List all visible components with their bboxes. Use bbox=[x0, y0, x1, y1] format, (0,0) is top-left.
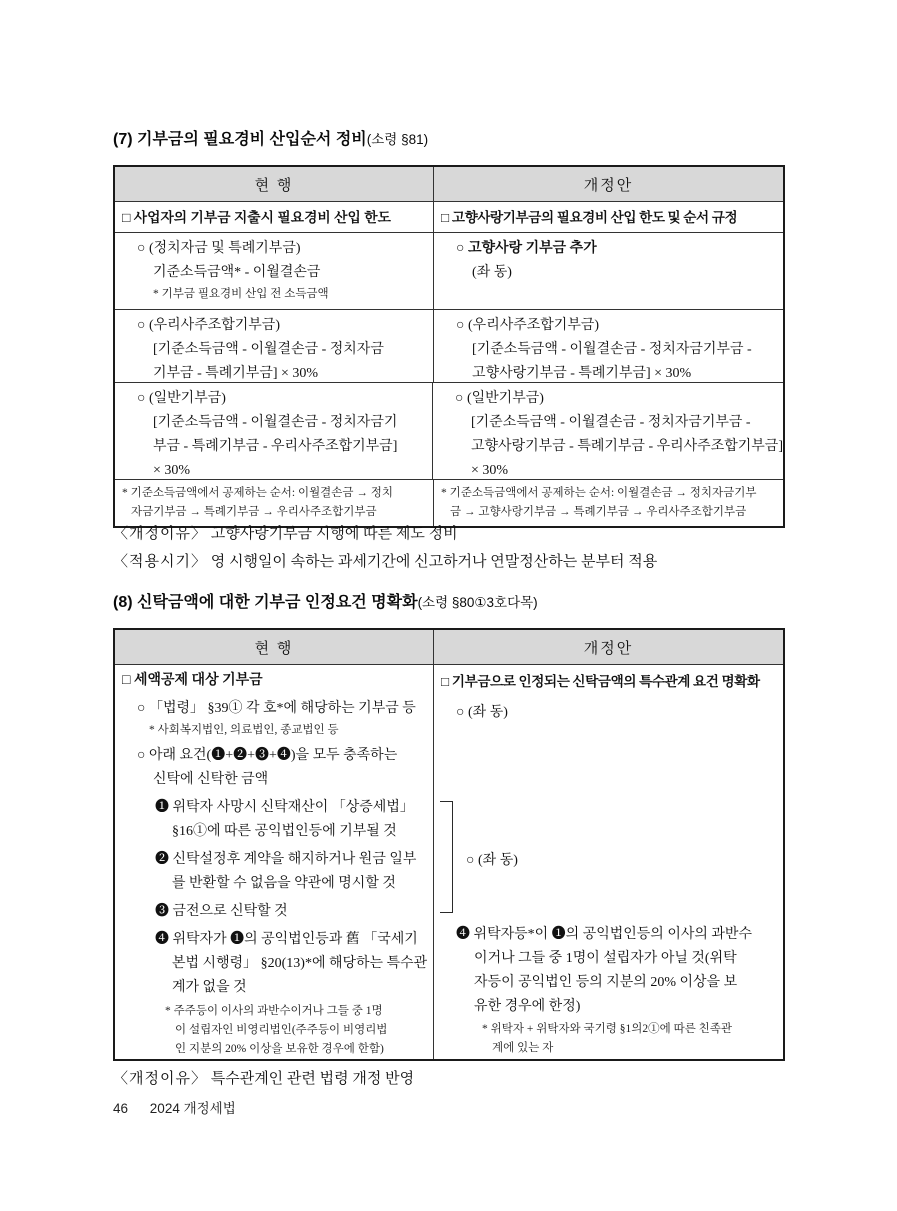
table7-row4 bbox=[115, 382, 783, 479]
table-footnote-line: * 주주등이 이사의 과반수이거나 그들 중 1명 bbox=[165, 1005, 383, 1017]
table-line: 고향사랑기부금 - 특례기부금 - 우리사주조합기부금] bbox=[471, 439, 783, 454]
table-line: 기부금 - 특례기부금] × 30% bbox=[153, 366, 319, 381]
table-line: [기준소득금액 - 이월결손금 - 정치자금기 bbox=[153, 415, 398, 430]
section7-title-text: 기부금의 필요경비 산입순서 정비 bbox=[137, 131, 367, 148]
table-line: 를 반환할 수 없음을 약관에 명시할 것 bbox=[172, 876, 396, 891]
table7-row5-revised bbox=[434, 480, 783, 526]
table-line: 본법 시행령」 §20(13)*에 해당하는 특수관 bbox=[172, 956, 428, 971]
table-footnote-line: * 기준소득금액에서 공제하는 순서: 이월결손금 → 정치 bbox=[122, 487, 393, 499]
table-footnote-line: * 위탁자 + 위탁자와 국기령 §1의2①에 따른 친족관 bbox=[482, 1023, 733, 1035]
table-line: ❸ 금전으로 신탁할 것 bbox=[155, 904, 288, 919]
table7-header-row bbox=[115, 167, 783, 201]
table7-header-current: 현 행 bbox=[115, 167, 434, 201]
table-line: 기준소득금액* - 이월결손금 bbox=[153, 265, 321, 280]
table7-header-revised: 개정안 bbox=[583, 177, 634, 194]
table-line: ○ 「법령」 §39① 각 호*에 해당하는 기부금 등 bbox=[137, 701, 416, 716]
section8-number: (8) bbox=[113, 594, 133, 611]
table-footnote-line: * 기부금 필요경비 산입 전 소득금액 bbox=[153, 288, 329, 300]
table7-row1-revised bbox=[434, 202, 783, 232]
apply-text: 영 시행일이 속하는 과세기간에 신고하거나 연말정산하는 분부터 적용 bbox=[210, 554, 658, 570]
table-line: ○ (우리사주조합기부금) bbox=[137, 318, 280, 333]
table7-row2-current bbox=[115, 233, 434, 309]
table-line: ○ (좌 동) bbox=[466, 853, 518, 868]
table8-header-revised: 개정안 bbox=[583, 640, 634, 657]
apply-label: 〈적용시기〉 bbox=[113, 554, 207, 570]
table-line: 유한 경우에 한정) bbox=[474, 999, 581, 1014]
section8-title bbox=[113, 589, 538, 612]
table-footnote-line: 계에 있는 자 bbox=[492, 1042, 554, 1054]
page-footer bbox=[113, 1097, 236, 1117]
table-line: 계가 없을 것 bbox=[172, 980, 247, 995]
table-line: 자등이 공익법인 등의 지분의 20% 이상을 보 bbox=[474, 975, 738, 990]
comparison-table-8 bbox=[113, 628, 785, 1061]
table-line: × 30% bbox=[153, 463, 191, 478]
table-footnote-line: * 기준소득금액에서 공제하는 순서: 이월결손금 → 정치자금기부 bbox=[441, 487, 757, 499]
table-line: ❹ 위탁자등*이 ❶의 공익법인등의 이사의 과반수 bbox=[456, 927, 752, 942]
table-line: ○ (좌 동) bbox=[456, 705, 508, 720]
table8-header-current: 현 행 bbox=[115, 630, 434, 664]
table7-row3 bbox=[115, 309, 783, 382]
section7-law-ref: (소령 §81) bbox=[366, 132, 429, 147]
table-line: ❹ 위탁자가 ❶의 공익법인등과 舊 「국세기 bbox=[155, 932, 418, 947]
section8-law-ref: (소령 §80①3호다목) bbox=[417, 595, 538, 610]
reason-label: 〈개정이유〉 bbox=[113, 526, 207, 542]
table7-row2 bbox=[115, 232, 783, 309]
table-line: ○ (우리사주조합기부금) bbox=[456, 318, 600, 333]
table7-row3-current bbox=[115, 310, 434, 382]
table-line: ○ (정치자금 및 특례기부금) bbox=[137, 241, 301, 256]
table-footnote-line: * 사회복지법인, 의료법인, 종교법인 등 bbox=[149, 724, 339, 736]
table-footnote-line: 금 → 고향사랑기부금 → 특례기부금 → 우리사주조합기부금 bbox=[450, 506, 747, 518]
table-line: [기준소득금액 - 이월결손금 - 정치자금 bbox=[153, 342, 384, 357]
group-bracket bbox=[440, 801, 453, 913]
table8-body-revised bbox=[434, 665, 783, 1059]
table-line: □ 사업자의 기부금 지출시 필요경비 산입 한도 bbox=[122, 210, 391, 225]
table8-body-current bbox=[115, 665, 434, 1059]
table-line: 신탁에 신탁한 금액 bbox=[153, 772, 269, 787]
table-footnote-line: 이 설립자인 비영리법인(주주등이 비영리법 bbox=[175, 1024, 388, 1036]
section7-reason bbox=[113, 522, 458, 543]
table-line: [기준소득금액 - 이월결손금 - 정치자금기부금 - bbox=[472, 342, 752, 357]
reason-label: 〈개정이유〉 bbox=[113, 1071, 207, 1087]
table-line: ○ (일반기부금) bbox=[455, 391, 544, 406]
reason-text: 고향사랑기부금 시행에 따른 제도 정비 bbox=[210, 526, 458, 542]
table7-row5 bbox=[115, 479, 783, 526]
table7-row4-revised bbox=[433, 383, 783, 479]
section7-apply bbox=[113, 550, 657, 571]
table-line: □ 기부금으로 인정되는 신탁금액의 특수관계 요건 명확화 bbox=[441, 674, 760, 689]
table8-body-row bbox=[115, 664, 783, 1059]
table7-row2-revised bbox=[434, 233, 783, 309]
table-line: □ 세액공제 대상 기부금 bbox=[122, 673, 263, 688]
table-line: ❶ 위탁자 사망시 신탁재산이 「상증세법」 bbox=[155, 800, 414, 815]
table7-row1-current bbox=[115, 202, 434, 232]
table7-row5-current bbox=[115, 480, 434, 526]
book-title: 2024 개정세법 bbox=[149, 1101, 236, 1116]
table-line: §16①에 따른 공익법인등에 기부될 것 bbox=[172, 824, 397, 839]
table7-row3-revised bbox=[434, 310, 783, 382]
table-line: ○ 고향사랑 기부금 추가 bbox=[456, 241, 597, 256]
section8-reason bbox=[113, 1067, 414, 1088]
table-line: ○ 아래 요건(❶+❷+❸+❹)을 모두 충족하는 bbox=[137, 748, 398, 763]
section8-title-text: 신탁금액에 대한 기부금 인정요건 명확화 bbox=[137, 594, 418, 611]
table-footnote-line: 자금기부금 → 특례기부금 → 우리사주조합기부금 bbox=[131, 506, 377, 518]
table-line: [기준소득금액 - 이월결손금 - 정치자금기부금 - bbox=[471, 415, 751, 430]
table-line: (좌 동) bbox=[472, 265, 512, 280]
table-line: □ 고향사랑기부금의 필요경비 산입 한도 및 순서 규정 bbox=[441, 210, 738, 225]
reason-text: 특수관계인 관련 법령 개정 반영 bbox=[210, 1071, 415, 1087]
comparison-table-7 bbox=[113, 165, 785, 528]
table-line: 고향사랑기부금 - 특례기부금] × 30% bbox=[472, 366, 692, 381]
table-line: 이거나 그들 중 1명이 설립자가 아닐 것(위탁 bbox=[474, 951, 737, 966]
table7-row1 bbox=[115, 201, 783, 232]
table-line: ❷ 신탁설정후 계약을 해지하거나 원금 일부 bbox=[155, 852, 417, 867]
table-line: × 30% bbox=[471, 463, 509, 478]
page-number: 46 bbox=[113, 1101, 129, 1116]
table-footnote-line: 인 지분의 20% 이상을 보유한 경우에 한함) bbox=[175, 1043, 384, 1055]
table-line: 부금 - 특례기부금 - 우리사주조합기부금] bbox=[153, 439, 398, 454]
table-line: ○ (일반기부금) bbox=[137, 391, 226, 406]
section7-title bbox=[113, 126, 428, 149]
table8-revised-cond4 bbox=[434, 923, 783, 1058]
section7-number: (7) bbox=[113, 131, 133, 148]
table7-row4-current bbox=[115, 383, 433, 479]
table8-header-row bbox=[115, 630, 783, 664]
